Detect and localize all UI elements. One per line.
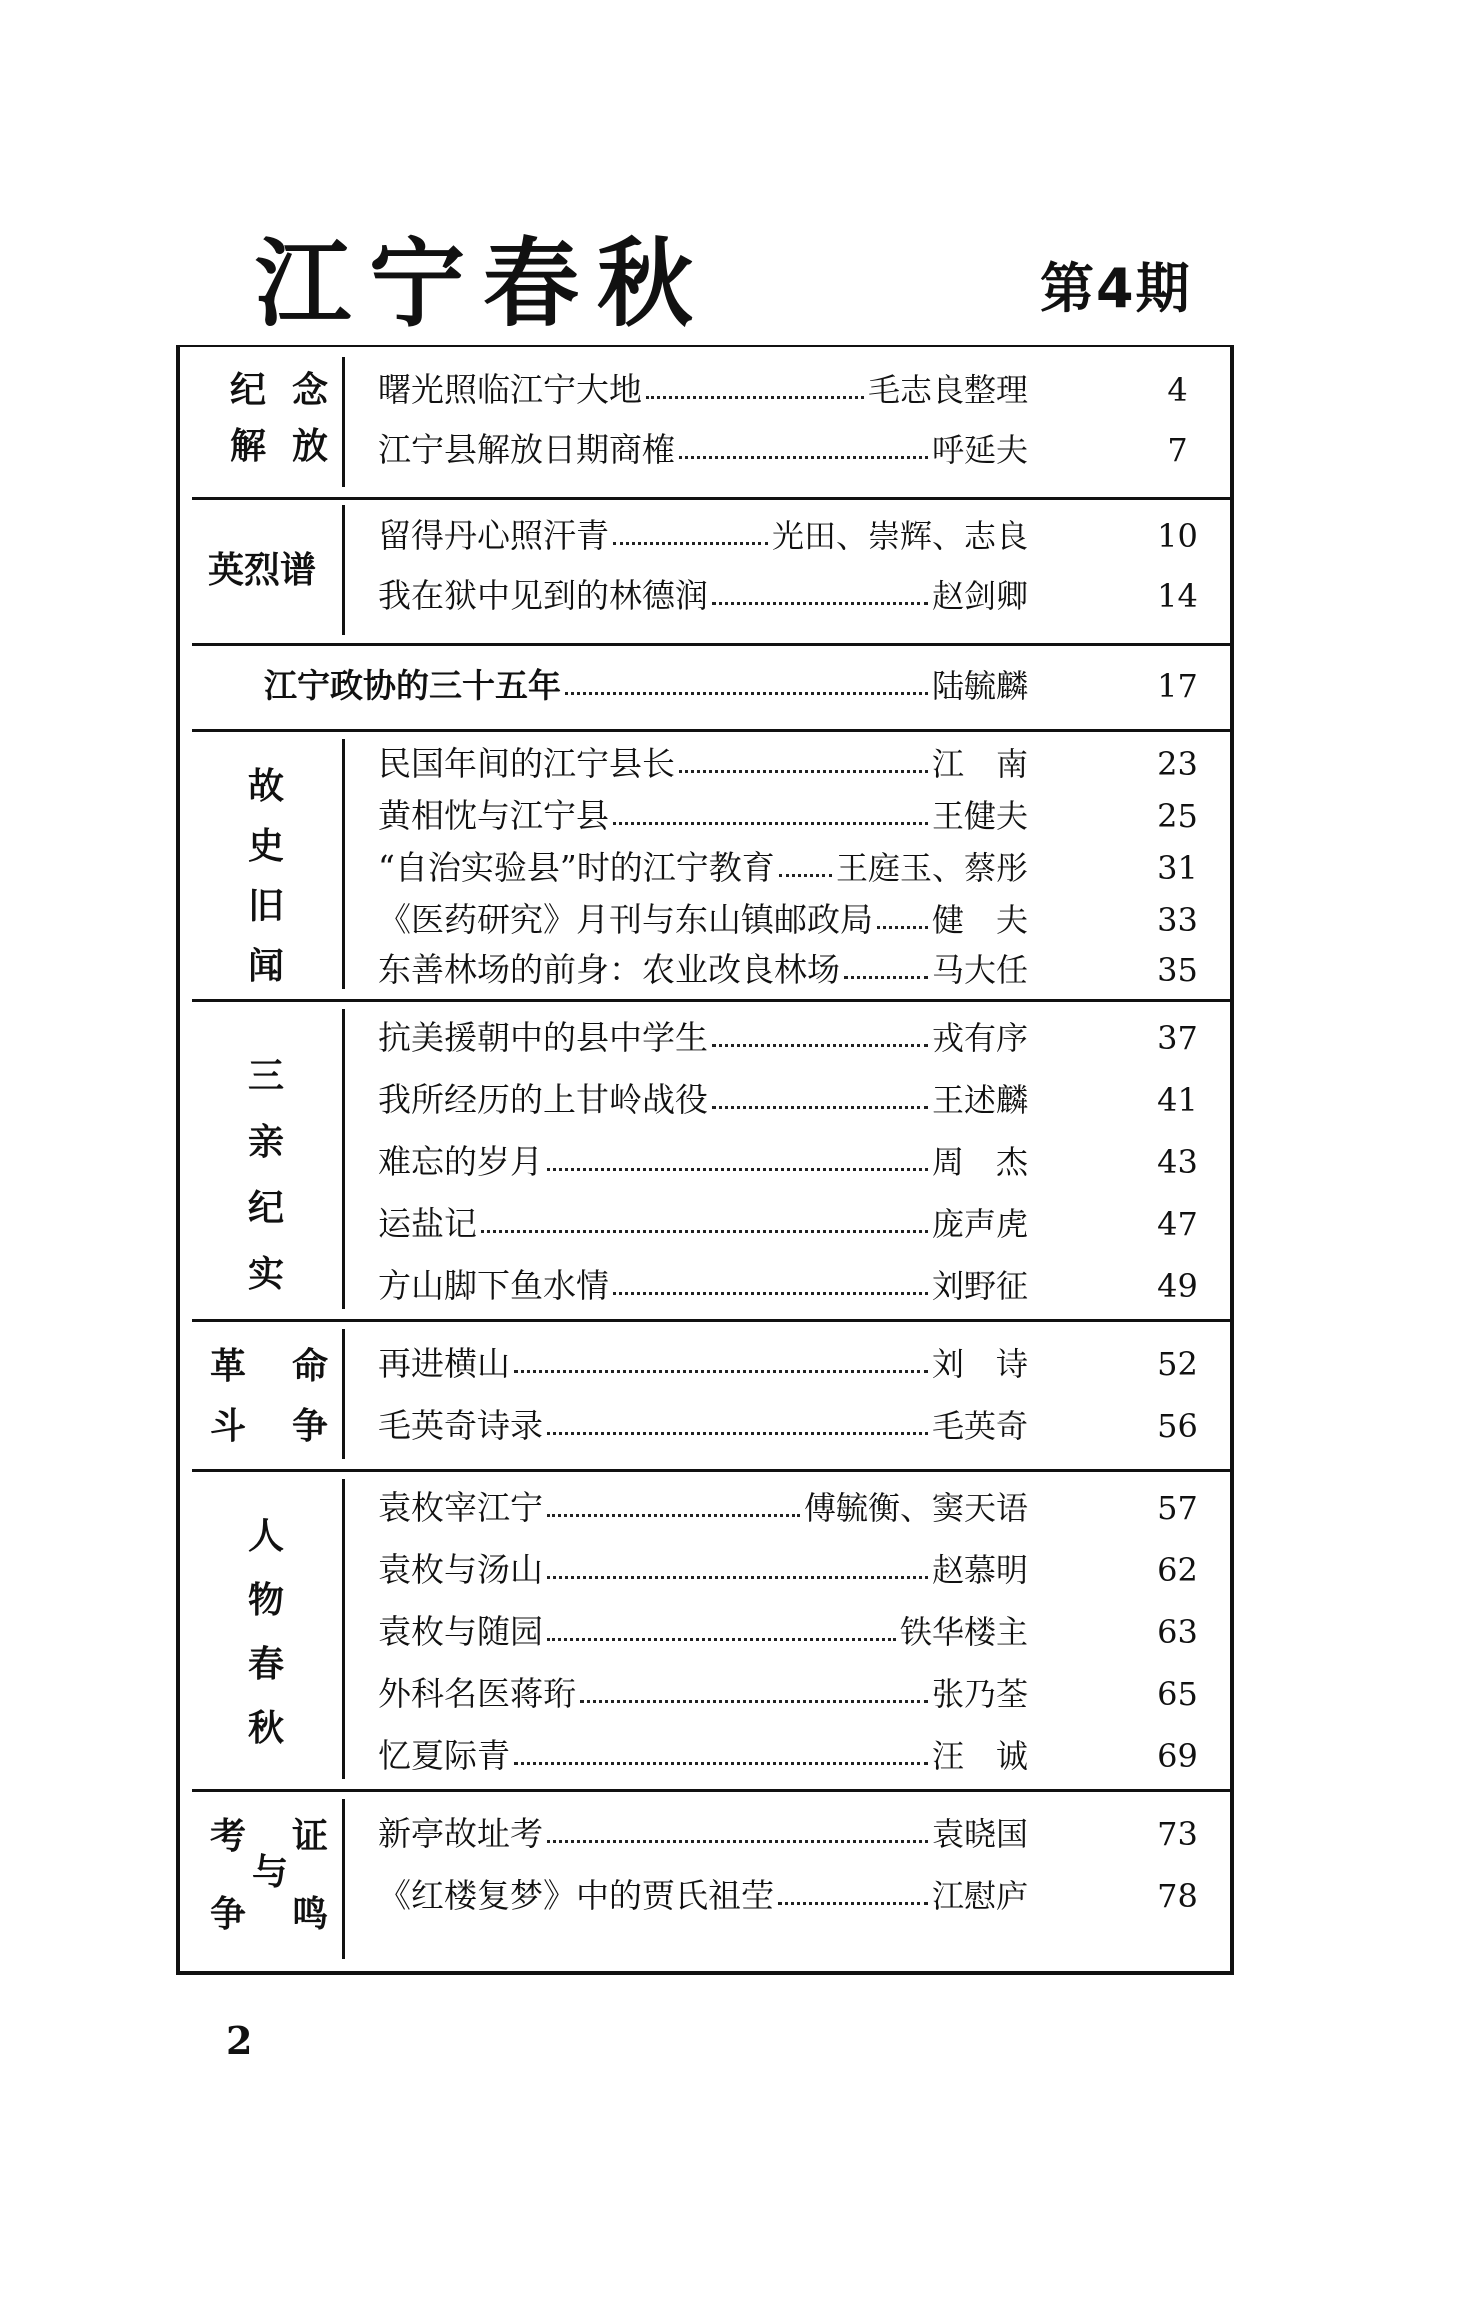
category-char: 纪	[247, 1188, 284, 1229]
toc-entry[interactable]: 我所经历的上甘岭战役 王述麟	[378, 1080, 1028, 1119]
category-char: 争	[210, 1894, 247, 1935]
page-ref: 78	[1157, 1877, 1198, 1915]
section-personal-accounts	[180, 999, 1230, 1319]
section-revolutionary-struggle	[180, 1319, 1230, 1469]
toc-entry[interactable]: 留得丹心照汗青 光田、崇辉、志良	[378, 516, 1028, 555]
section-cppcc	[180, 643, 1230, 729]
page-ref: 4	[1167, 371, 1188, 409]
toc-entry[interactable]: 外科名医蒋珩 张乃荃	[378, 1674, 1028, 1713]
toc-entry[interactable]: 运盐记 庞声虎	[378, 1204, 1028, 1243]
issue-number: 第4期	[1040, 257, 1192, 320]
category-char: 争	[292, 1406, 329, 1447]
category-char: 革	[210, 1346, 247, 1387]
page-ref: 69	[1157, 1737, 1198, 1775]
toc-entry[interactable]: 江宁政协的三十五年 陆毓麟	[264, 666, 1028, 705]
toc-entry[interactable]: 江宁县解放日期商榷 呼延夫	[378, 430, 1028, 469]
page-ref: 47	[1157, 1205, 1198, 1243]
page-ref: 10	[1157, 517, 1198, 555]
category-char: 放	[292, 426, 329, 467]
section-old-stories	[180, 729, 1230, 999]
category-char: 实	[247, 1254, 284, 1295]
category-char: 证	[292, 1816, 329, 1857]
toc-entry[interactable]: 袁枚与随园 铁华楼主	[378, 1612, 1028, 1651]
toc-entry[interactable]: 东善林场的前身：农业改良林场 马大任	[378, 950, 1028, 989]
category-char: 命	[292, 1346, 329, 1387]
toc-entry[interactable]: 我在狱中见到的林德润 赵剑卿	[378, 576, 1028, 615]
page-ref: 73	[1157, 1815, 1198, 1853]
toc-entry[interactable]: 毛英奇诗录 毛英奇	[378, 1406, 1028, 1445]
category-label: 英烈谱	[207, 550, 316, 591]
toc-entry[interactable]: 抗美援朝中的县中学生 戎有序	[378, 1018, 1028, 1057]
category-char: 亲	[247, 1122, 284, 1163]
section-research-debate	[180, 1789, 1230, 1973]
toc-entry[interactable]: 新亭故址考 袁晓国	[378, 1814, 1028, 1853]
category-char: 三	[247, 1056, 284, 1097]
page-ref: 65	[1157, 1675, 1198, 1713]
page-ref: 14	[1157, 577, 1198, 615]
category-char: 故	[247, 766, 284, 807]
category-char: 旧	[247, 886, 284, 927]
toc-entry[interactable]: “自治实验县”时的江宁教育 王庭玉、蔡彤	[378, 848, 1028, 887]
toc-entry[interactable]: 民国年间的江宁县长 江 南	[378, 744, 1028, 783]
category-char: 鸣	[292, 1894, 329, 1935]
category-char: 念	[292, 370, 329, 411]
toc-entry[interactable]: 再进横山 刘 诗	[378, 1344, 1028, 1383]
category-char: 人	[247, 1516, 284, 1557]
toc-entry[interactable]: 黄相忱与江宁县 王健夫	[378, 796, 1028, 835]
page-ref: 37	[1157, 1019, 1198, 1057]
table-of-contents	[176, 345, 1234, 1975]
category-char: 纪	[230, 370, 267, 411]
journal-title: 江宁春秋	[255, 228, 711, 340]
category-char: 秋	[247, 1708, 284, 1749]
page-ref: 43	[1157, 1143, 1198, 1181]
toc-entry[interactable]: 曙光照临江宁大地 毛志良整理	[378, 370, 1028, 409]
section-commemorate-liberation	[180, 347, 1230, 497]
page-ref: 56	[1157, 1407, 1198, 1445]
page-ref: 23	[1157, 745, 1198, 783]
toc-entry[interactable]: 方山脚下鱼水情 刘野征	[378, 1266, 1028, 1305]
category-char: 斗	[210, 1406, 247, 1447]
category-char: 考	[210, 1816, 247, 1857]
page-ref: 52	[1157, 1345, 1198, 1383]
page-ref: 49	[1157, 1267, 1198, 1305]
toc-entry[interactable]: 《红楼复梦》中的贾氏祖茔 江慰庐	[378, 1876, 1028, 1915]
page-ref: 41	[1157, 1081, 1198, 1119]
toc-entry[interactable]: 忆夏际青 汪 诚	[378, 1736, 1028, 1775]
category-char: 物	[247, 1580, 284, 1621]
toc-entry[interactable]: 袁枚与汤山 赵慕明	[378, 1550, 1028, 1589]
category-char: 闻	[247, 946, 284, 987]
toc-entry[interactable]: 《医药研究》月刊与东山镇邮政局 健 夫	[378, 900, 1028, 939]
page-ref: 62	[1157, 1551, 1198, 1589]
category-char: 与	[252, 1852, 289, 1893]
page-ref: 63	[1157, 1613, 1198, 1651]
section-biographies	[180, 1469, 1230, 1789]
category-char: 史	[247, 826, 284, 867]
page-ref: 33	[1157, 901, 1198, 939]
page-ref: 31	[1157, 849, 1198, 887]
page-ref: 57	[1157, 1489, 1198, 1527]
toc-entry[interactable]: 袁枚宰江宁 傅毓衡、窦天语	[378, 1488, 1028, 1527]
page-ref: 17	[1157, 667, 1198, 705]
section-martyrs	[180, 497, 1230, 643]
page-ref: 25	[1157, 797, 1198, 835]
page-ref: 35	[1157, 951, 1198, 989]
category-char: 春	[247, 1644, 284, 1685]
category-char: 解	[230, 426, 267, 467]
page-ref: 7	[1167, 431, 1188, 469]
page-number: 2	[226, 2018, 253, 2063]
toc-entry[interactable]: 难忘的岁月 周 杰	[378, 1142, 1028, 1181]
